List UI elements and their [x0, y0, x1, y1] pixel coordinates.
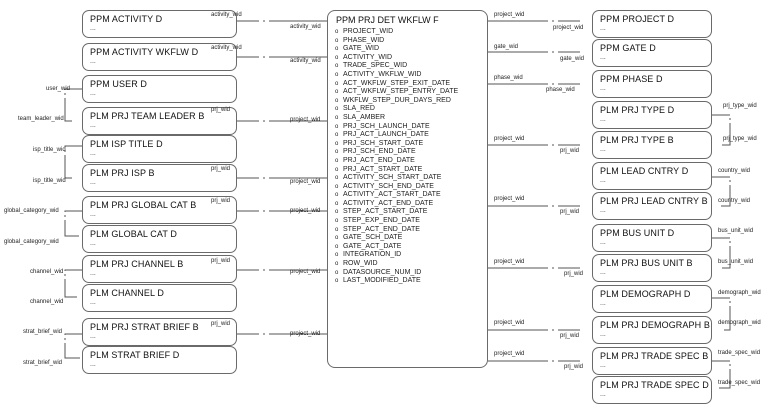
entity-more: ...: [600, 85, 606, 92]
entity-plm-demograph-d[interactable]: [592, 285, 712, 313]
entity-title: PLM PRJ CHANNEL B: [90, 259, 184, 269]
entity-more: ...: [90, 299, 96, 306]
entity-title: PLM PRJ TYPE D: [600, 105, 675, 115]
main-column: [335, 200, 458, 209]
entity-title: PLM PRJ TEAM LEADER B: [90, 111, 205, 121]
entity-more: ...: [90, 179, 96, 186]
entity-title: PPM BUS UNIT D: [600, 228, 675, 238]
entity-more: ...: [600, 269, 606, 276]
rel-label: prj_wid: [211, 198, 231, 204]
rel-label: project_wid: [553, 25, 584, 31]
column-name: ACTIVITY_SCH_START_DATE: [343, 174, 442, 182]
main-column: [335, 131, 458, 140]
rel-label: prj_type_wid: [723, 103, 757, 109]
rel-label: prj_wid: [560, 148, 580, 154]
entity-ppm-gate-d[interactable]: [592, 39, 712, 67]
rel-label: prj_wid: [560, 209, 580, 215]
rel-label: prj_wid: [564, 271, 584, 277]
column-circle-icon: o: [335, 166, 339, 173]
rel-label: project_wid: [290, 208, 321, 214]
column-circle-icon: o: [335, 46, 339, 53]
rel-label: isp_title_wid: [33, 147, 66, 153]
main-column: [335, 166, 458, 175]
main-column: [335, 277, 458, 286]
column-name: PRJ_ACT_START_DATE: [343, 165, 423, 173]
main-entity[interactable]: [327, 10, 488, 368]
column-name: PRJ_ACT_LAUNCH_DATE: [343, 131, 429, 139]
entity-title: PLM GLOBAL CAT D: [90, 229, 177, 239]
column-name: GATE_WID: [343, 45, 380, 53]
entity-title: PLM PRJ LEAD CNTRY B: [600, 196, 708, 206]
entity-more: ...: [600, 116, 606, 123]
column-name: PROJECT_WID: [343, 28, 394, 35]
link-user-team: [65, 89, 82, 121]
column-name: PRJ_SCH_END_DATE: [343, 148, 416, 156]
entity-more: ...: [600, 300, 606, 307]
entity-title: PPM PHASE D: [600, 74, 663, 84]
column-name: ACTIVITY_ACT_END_DATE: [343, 199, 434, 207]
entity-title: PLM STRAT BRIEF D: [90, 350, 180, 360]
main-column: [335, 208, 458, 217]
entity-more: ...: [90, 122, 96, 129]
rel-label: phase_wid: [546, 87, 575, 93]
rel-label: prj_wid: [211, 107, 231, 113]
column-name: ACTIVITY_WKFLW_WID: [343, 70, 422, 78]
main-column: [335, 243, 458, 252]
rel-label: global_category_wid: [4, 239, 59, 245]
entity-ppm-project-d[interactable]: [592, 10, 712, 38]
main-column: [335, 148, 458, 157]
column-circle-icon: o: [335, 200, 339, 207]
rel-label: project_wid: [494, 12, 525, 18]
rel-label: user_wid: [46, 86, 71, 92]
main-entity-title: PPM PRJ DET WKFLW F: [336, 15, 439, 25]
column-circle-icon: o: [335, 80, 339, 87]
rel-label: project_wid: [290, 117, 321, 123]
entity-title: PPM GATE D: [600, 43, 656, 53]
main-column: [335, 234, 458, 243]
main-column: [335, 157, 458, 166]
column-name: ACT_WKFLW_STEP_EXIT_DATE: [343, 79, 451, 87]
entity-plm-strat-brief-d[interactable]: [82, 346, 237, 374]
entity-ppm-phase-d[interactable]: [592, 70, 712, 98]
rel-label: bus_unit_wid: [718, 259, 754, 265]
entity-more: ...: [600, 25, 606, 32]
entity-plm-prj-type-b[interactable]: [592, 131, 712, 159]
entity-more: ...: [90, 240, 96, 247]
entity-plm-prj-type-d[interactable]: [592, 101, 712, 129]
entity-plm-prj-demograph-b[interactable]: [592, 316, 712, 344]
column-name: INTEGRATION_ID: [343, 251, 402, 259]
column-name: ACT_WKFLW_STEP_ENTRY_DATE: [343, 88, 459, 96]
entity-more: ...: [600, 146, 606, 153]
main-column: [335, 28, 458, 37]
main-entity-columns: [335, 28, 458, 286]
column-circle-icon: o: [335, 261, 339, 268]
link-isp-title: [65, 146, 82, 178]
entity-plm-prj-bus-unit-b[interactable]: [592, 254, 712, 282]
entity-more: ...: [600, 331, 606, 338]
rel-label: strat_brief_wid: [23, 360, 63, 366]
rel-label: prj_wid: [211, 166, 231, 172]
column-name: LAST_MODIFIED_DATE: [343, 277, 421, 285]
rel-label: prj_wid: [211, 258, 231, 264]
main-column: [335, 71, 458, 80]
main-column: [335, 269, 458, 278]
entity-more: ...: [90, 58, 96, 65]
main-column: [335, 62, 458, 71]
main-column: [335, 54, 458, 63]
rel-label: project_wid: [290, 269, 321, 275]
column-circle-icon: o: [335, 89, 339, 96]
rel-label: phase_wid: [494, 75, 523, 81]
column-circle-icon: o: [335, 97, 339, 104]
entity-more: ...: [90, 361, 96, 368]
rel-label: channel_wid: [30, 299, 64, 305]
entity-title: PLM PRJ TYPE B: [600, 135, 674, 145]
entity-more: ...: [90, 270, 96, 277]
rel-label: demograph_wid: [718, 320, 761, 326]
main-column: [335, 260, 458, 269]
column-circle-icon: o: [335, 252, 339, 259]
column-circle-icon: o: [335, 37, 339, 44]
column-circle-icon: o: [335, 157, 339, 164]
column-circle-icon: o: [335, 175, 339, 182]
column-name: ACTIVITY_WID: [343, 53, 393, 61]
column-name: GATE_ACT_DATE: [343, 242, 402, 250]
entity-title: PPM ACTIVITY WKFLW D: [90, 47, 199, 57]
rel-label: prj_type_wid: [723, 136, 757, 142]
rel-label: isp_title_wid: [33, 178, 66, 184]
entity-title: PLM PRJ TRADE SPEC D: [600, 380, 709, 390]
rel-label: demograph_wid: [718, 290, 761, 296]
entity-more: ...: [90, 150, 96, 157]
column-circle-icon: o: [335, 114, 339, 121]
main-column: [335, 191, 458, 200]
rel-label: trade_spec_wid: [718, 350, 761, 356]
column-circle-icon: o: [335, 209, 339, 216]
main-column: [335, 45, 458, 54]
rel-label: trade_spec_wid: [718, 380, 761, 386]
column-name: GATE_SCH_DATE: [343, 234, 403, 242]
entity-more: ...: [600, 239, 606, 246]
rel-label: prj_wid: [564, 364, 584, 370]
entity-more: ...: [90, 211, 96, 218]
column-name: TRADE_SPEC_WID: [343, 62, 408, 70]
entity-title: PLM LEAD CNTRY D: [600, 166, 689, 176]
rel-label: channel_wid: [30, 269, 64, 275]
column-name: STEP_ACT_END_DATE: [343, 225, 420, 233]
column-name: SLA_RED: [343, 105, 375, 113]
entity-plm-global-cat-d[interactable]: [82, 225, 237, 253]
rel-label: strat_brief_wid: [23, 329, 63, 335]
rel-label: gate_wid: [494, 44, 519, 50]
column-name: PRJ_SCH_START_DATE: [343, 139, 424, 147]
column-name: STEP_ACT_START_DATE: [343, 208, 428, 216]
link-strat-brief-d: [65, 334, 82, 358]
entity-plm-channel-d[interactable]: [82, 284, 237, 312]
column-name: WKFLW_STEP_DUR_DAYS_RED: [343, 96, 451, 104]
rel-label: country_wid: [718, 168, 751, 174]
entity-more: ...: [600, 54, 606, 61]
column-circle-icon: o: [335, 226, 339, 233]
entity-title: PLM CHANNEL D: [90, 288, 164, 298]
entity-more: ...: [90, 25, 96, 32]
column-circle-icon: o: [335, 54, 339, 61]
entity-title: PPM ACTIVITY D: [90, 14, 163, 24]
rel-label: project_wid: [494, 196, 525, 202]
rel-label: prj_wid: [211, 321, 231, 327]
column-circle-icon: o: [335, 106, 339, 113]
entity-plm-prj-trade-spec-b[interactable]: [592, 347, 712, 375]
rel-label: prj_wid: [560, 333, 580, 339]
entity-ppm-user-d[interactable]: [82, 75, 237, 103]
entity-plm-lead-cntry-d[interactable]: [592, 162, 712, 190]
main-column: [335, 114, 458, 123]
rel-label: project_wid: [290, 331, 321, 337]
entity-title: PPM PROJECT D: [600, 14, 675, 24]
rel-label: activity_wid: [211, 45, 242, 51]
entity-ppm-bus-unit-d[interactable]: [592, 224, 712, 252]
main-column: [335, 105, 458, 114]
column-name: SLA_AMBER: [343, 113, 386, 121]
main-column: [335, 97, 458, 106]
entity-more: ...: [600, 207, 606, 214]
column-name: STEP_EXP_END_DATE: [343, 217, 420, 225]
main-column: [335, 88, 458, 97]
main-column: [335, 80, 458, 89]
column-circle-icon: o: [335, 140, 339, 147]
entity-title: PLM ISP TITLE D: [90, 139, 163, 149]
entity-title: PLM PRJ TRADE SPEC B: [600, 351, 709, 361]
main-column: [335, 140, 458, 149]
column-name: PRJ_ACT_END_DATE: [343, 156, 415, 164]
column-circle-icon: o: [335, 235, 339, 242]
entity-title: PPM USER D: [90, 79, 148, 89]
rel-label: project_wid: [290, 179, 321, 185]
entity-more: ...: [90, 333, 96, 340]
rel-label: activity_wid: [290, 58, 321, 64]
column-circle-icon: o: [335, 278, 339, 285]
column-name: DATASOURCE_NUM_ID: [343, 268, 422, 276]
column-circle-icon: o: [335, 71, 339, 78]
main-column: [335, 37, 458, 46]
entity-more: ...: [600, 362, 606, 369]
rel-label: bus_unit_wid: [718, 228, 754, 234]
main-column: [335, 123, 458, 132]
link-global-cat-d: [65, 211, 82, 236]
entity-more: ...: [90, 90, 96, 97]
column-circle-icon: o: [335, 29, 339, 35]
column-circle-icon: o: [335, 183, 339, 190]
column-name: ACTIVITY_ACT_START_DATE: [343, 191, 441, 199]
column-circle-icon: o: [335, 243, 339, 250]
entity-title: PLM PRJ DEMOGRAPH B: [600, 320, 710, 330]
main-column: [335, 226, 458, 235]
entity-plm-prj-trade-spec-d[interactable]: [592, 376, 712, 404]
rel-label: country_wid: [718, 198, 751, 204]
rel-label: activity_wid: [290, 24, 321, 30]
column-circle-icon: o: [335, 269, 339, 276]
link-channel-d: [65, 270, 82, 297]
column-circle-icon: o: [335, 149, 339, 156]
entity-more: ...: [600, 177, 606, 184]
column-name: PHASE_WID: [343, 36, 385, 44]
entity-title: PLM PRJ GLOBAL CAT B: [90, 200, 197, 210]
entity-title: PLM PRJ STRAT BRIEF B: [90, 322, 199, 332]
column-name: PRJ_SCH_LAUNCH_DATE: [343, 122, 430, 130]
rel-label: team_leader_wid: [18, 116, 64, 122]
main-column: [335, 251, 458, 260]
column-circle-icon: o: [335, 218, 339, 225]
entity-plm-isp-title-d[interactable]: [82, 135, 237, 163]
main-column: [335, 217, 458, 226]
entity-title: PLM PRJ BUS UNIT B: [600, 258, 693, 268]
main-column: [335, 174, 458, 183]
rel-label: activity_wid: [211, 12, 242, 18]
rel-label: project_wid: [494, 259, 525, 265]
column-circle-icon: o: [335, 123, 339, 130]
rel-label: gate_wid: [560, 56, 585, 62]
entity-more: ...: [600, 391, 606, 398]
rel-label: project_wid: [494, 320, 525, 326]
column-name: ROW_WID: [343, 260, 378, 268]
rel-label: global_category_wid: [4, 208, 59, 214]
rel-label: project_wid: [494, 351, 525, 357]
main-column: [335, 183, 458, 192]
column-circle-icon: o: [335, 63, 339, 70]
entity-title: PLM PRJ ISP B: [90, 168, 155, 178]
column-name: ACTIVITY_SCH_END_DATE: [343, 182, 434, 190]
entity-plm-prj-lead-cntry-b[interactable]: [592, 192, 712, 220]
column-circle-icon: o: [335, 132, 339, 139]
entity-title: PLM DEMOGRAPH D: [600, 289, 691, 299]
column-circle-icon: o: [335, 192, 339, 199]
rel-label: project_wid: [494, 136, 525, 142]
